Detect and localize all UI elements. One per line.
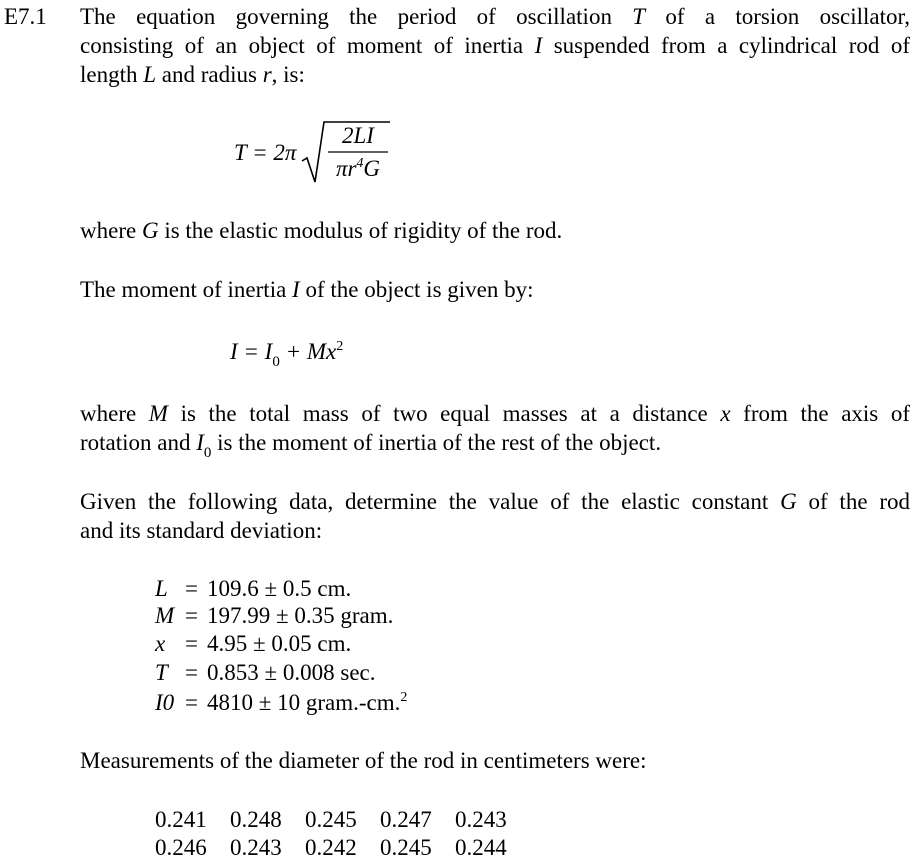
intro-line-2: consisting of an object of moment of inertia I suspended from a cylindrical rod of (80, 33, 910, 58)
measurement-value: 0.245 (305, 807, 357, 832)
measurement-value: 0.241 (155, 807, 207, 832)
measurement-value: 0.246 (155, 835, 207, 860)
intro-line-1: The equation governing the period of oscillation T of a torsion oscillator, (80, 4, 910, 29)
equation-numerator: 2LI (342, 123, 374, 148)
period-equation (230, 116, 430, 186)
equation-lhs: T = 2π (234, 140, 297, 165)
measurement-value: 0.244 (455, 835, 507, 860)
given-line-2: and its standard deviation: (80, 518, 323, 543)
measurements-intro: Measurements of the diameter of the rod in centimeters were: (80, 748, 647, 773)
measurement-value: 0.248 (230, 807, 282, 832)
equation-denominator: $\pi r^4G$ (335, 156, 381, 181)
inertia-equation: $I = I_0 + Mx^2$ (230, 339, 344, 370)
where-m-line-1: where M is the total mass of two equal masses at a distance x from the axis of (80, 401, 911, 426)
measurement-row-1 (155, 805, 530, 834)
measurement-value: 0.242 (305, 835, 357, 860)
given-line-1: Given the following data, determine the value of the elastic constant G of the rod (80, 489, 910, 514)
measurement-value: 0.243 (455, 807, 507, 832)
problem-number: E7.1 (4, 4, 47, 29)
intro-line-3: length L and radius r, is: (80, 62, 305, 87)
measurement-value: 0.245 (380, 835, 432, 860)
measurement-value: 0.247 (380, 807, 432, 832)
where-m-line-2: rotation and $I_0$ is the moment of inertia of the rest of the object. (80, 430, 662, 461)
measurement-value: 0.243 (230, 835, 282, 860)
where-g-line: where G is the elastic modulus of rigidity of the rod. (80, 218, 563, 243)
measurement-row-2 (155, 833, 530, 862)
moment-intro-line: The moment of inertia I of the object is given by: (80, 277, 534, 302)
